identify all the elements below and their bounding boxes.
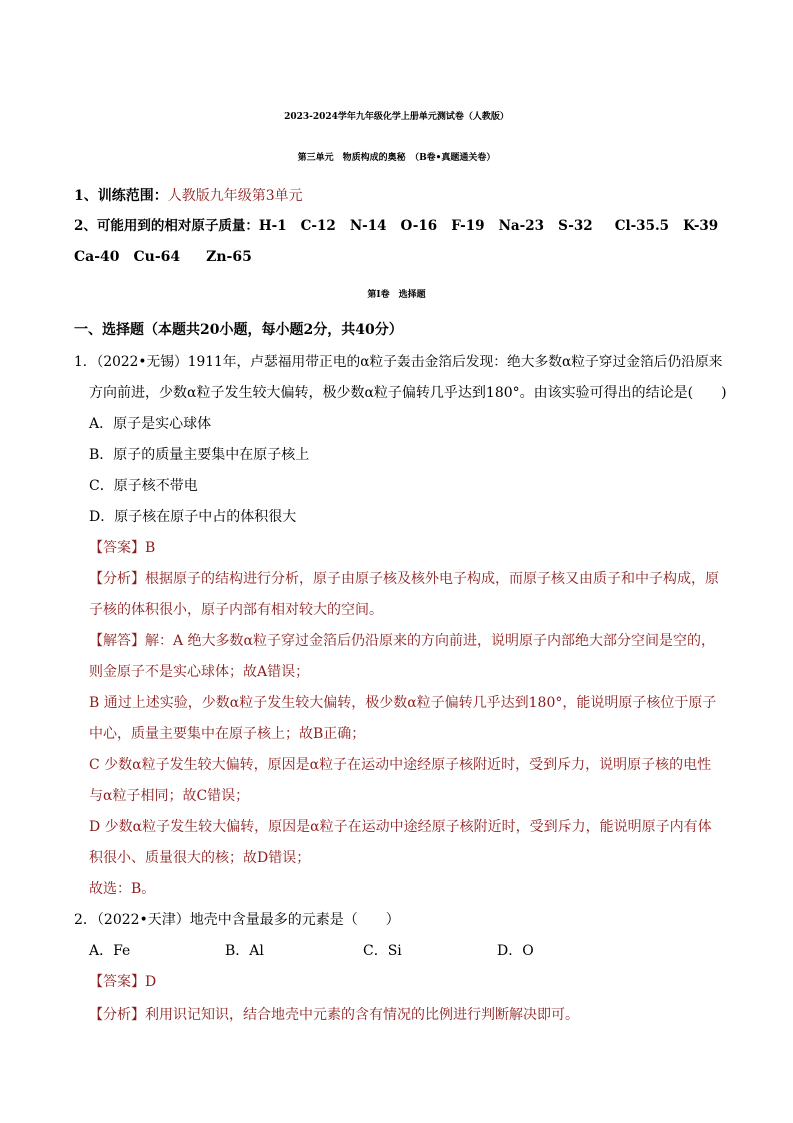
atomic-mass-item: F-19 (451, 218, 485, 234)
q2-answer (89, 972, 156, 992)
analysis-tag: 【分析】 (89, 571, 145, 587)
solution-tag: 【解答】 (89, 633, 145, 649)
training-range (74, 186, 303, 206)
atomic-mass-item: Cl-35.5 (614, 218, 670, 234)
atomic-mass-item: Ca-40 (74, 249, 120, 265)
q1-d-explanation-line-2: 积很小、质量很大的核；故D错误； (89, 850, 311, 866)
q1-conclusion: 故选：B。 (89, 881, 156, 897)
section-heading: 一、选择题（本题共20小题，每小题2分，共40分） (74, 322, 403, 338)
solution-text: 解：A 绝大多数α粒子穿过金箔后仍沿原来的方向前进，说明原子内部绝大部分空间是空的， (145, 633, 716, 649)
q1-solution-line-1 (89, 631, 715, 651)
q1-b-explanation-line-2: 中心，质量主要集中在原子核上；故B正确； (89, 726, 366, 742)
training-range-label: 1、训练范围： (74, 188, 168, 204)
atomic-mass-label: 2、可能用到的相对原子质量： (74, 218, 259, 234)
q1-option-a: A．原子是实心球体 (89, 416, 212, 432)
analysis-text: 利用识记知识，结合地壳中元素的含有情况的比例进行判断解决即可。 (145, 1007, 579, 1023)
answer-tag: 【答案】 (89, 974, 145, 990)
q1-solution-line-2: 则金原子不是实心球体；故A错误； (89, 664, 310, 680)
q1-option-c: C．原子核不带电 (89, 478, 198, 494)
q1-answer (89, 538, 155, 558)
atomic-mass-item: S-32 (558, 218, 593, 234)
atomic-mass-item: Cu-64 (133, 249, 181, 265)
analysis-text: 根据原子的结构进行分析，原子由原子核及核外电子构成，而原子核又由质子和中子构成，原 (145, 571, 719, 587)
atomic-mass-item: C-12 (300, 218, 336, 234)
atomic-mass-item: Zn-65 (206, 249, 252, 265)
answer-value: D (145, 974, 157, 990)
analysis-tag: 【分析】 (89, 1007, 145, 1023)
q1-stem-line-1: 1．（2022•无锡）1911年，卢瑟福用带正电的α粒子轰击金箔后发现：绝大多数α粒子穿过金箔后仍沿原来 (74, 354, 723, 370)
answer-tag: 【答案】 (89, 540, 145, 556)
q1-d-explanation-line-1: D 少数α粒子发生较大偏转，原因是α粒子在运动中途经原子核附近时，受到斥力，能说明原子内有体 (89, 819, 712, 835)
q2-option-c: C．Si (363, 943, 402, 959)
document-subtitle: 第三单元 物质构成的奥秘 （B卷•真题通关卷） (297, 153, 496, 163)
atomic-mass-line-2 (74, 247, 266, 267)
q1-option-b: B．原子的质量主要集中在原子核上 (89, 447, 310, 463)
atomic-mass-item: O-16 (400, 218, 438, 234)
training-range-value: 人教版九年级第3单元 (167, 188, 303, 204)
document-title: 2023-2024学年九年级化学上册单元测试卷（人教版） (284, 112, 509, 122)
q2-stem: 2．（2022•天津）地壳中含量最多的元素是（ ） (74, 912, 400, 928)
atomic-mass-item: H-1 (258, 218, 287, 234)
q2-option-d: D．O (497, 943, 534, 959)
q1-analysis-line-2: 子核的体积很小，原子内部有相对较大的空间。 (89, 602, 383, 618)
q1-c-explanation-line-2: 与α粒子相同；故C错误； (89, 788, 250, 804)
q1-stem-line-2: 方向前进，少数α粒子发生较大偏转，极少数α粒子偏转几乎达到180°。由该实验可得出的结论是( ) (89, 385, 727, 401)
answer-value: B (145, 540, 156, 556)
q1-analysis-line-1 (89, 569, 719, 589)
q1-c-explanation-line-1: C 少数α粒子发生较大偏转，原因是α粒子在运动中途经原子核附近时，受到斥力，说明原子核的电性 (89, 757, 712, 773)
atomic-mass-item: N-14 (349, 218, 387, 234)
atomic-mass-item: Na-23 (498, 218, 545, 234)
q1-option-d: D．原子核在原子中占的体积很大 (89, 509, 297, 525)
q2-option-a: A．Fe (89, 943, 131, 959)
q2-option-b: B．Al (225, 943, 264, 959)
atomic-mass-line-1 (74, 216, 732, 236)
q1-b-explanation-line-1: B 通过上述实验，少数α粒子发生较大偏转，极少数α粒子偏转几乎达到180°，能说明原子核位于原子 (89, 695, 717, 711)
q2-analysis (89, 1005, 579, 1025)
atomic-mass-item: K-39 (683, 218, 719, 234)
section-title: 第Ⅰ卷 选择题 (367, 290, 426, 300)
